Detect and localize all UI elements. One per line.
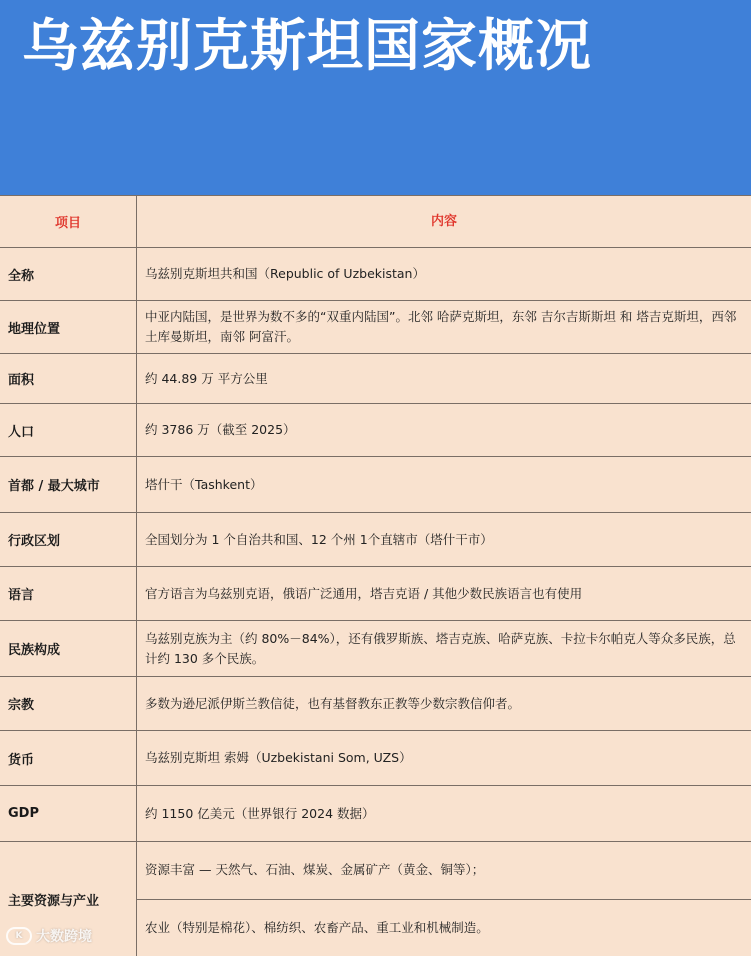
row-key: 主要资源与产业	[0, 842, 137, 956]
row-value: 乌兹别克族为主（约 80%－84%），还有俄罗斯族、塔吉克族、哈萨克族、卡拉卡尔帕克人等众多民族，总计约 130 多个民族。	[137, 621, 751, 676]
header-key: 项目	[0, 196, 137, 247]
row-value: 官方语言为乌兹别克语，俄语广泛通用，塔吉克语 / 其他少数民族语言也有使用	[137, 567, 751, 620]
row-key: 面积	[0, 354, 137, 403]
resources-value-2: 农业（特别是棉花）、棉纺织、农畜产品、重工业和机械制造。	[137, 899, 751, 956]
overview-table	[0, 195, 751, 956]
table-row	[0, 621, 751, 677]
table-row	[0, 513, 751, 567]
row-key: 首都 / 最大城市	[0, 457, 137, 512]
watermark-text: 大数跨境	[36, 926, 92, 946]
row-key: 民族构成	[0, 621, 137, 676]
watermark-logo-icon: K	[6, 927, 32, 945]
row-key: GDP	[0, 786, 137, 841]
table-row	[0, 786, 751, 842]
resources-values	[137, 842, 751, 956]
row-value: 多数为逊尼派伊斯兰教信徒，也有基督教东正教等少数宗教信仰者。	[137, 677, 751, 730]
row-value: 全国划分为 1 个自治共和国、12 个州 1个直辖市（塔什干市）	[137, 513, 751, 566]
row-value: 约 1150 亿美元（世界银行 2024 数据）	[137, 786, 751, 841]
row-key: 货币	[0, 731, 137, 785]
row-value: 中亚内陆国，是世界为数不多的“双重内陆国”。北邻 哈萨克斯坦，东邻 吉尔吉斯斯坦 和 塔吉克斯坦，西邻 土库曼斯坦，南邻 阿富汗。	[137, 301, 751, 353]
row-key: 语言	[0, 567, 137, 620]
row-value: 约 44.89 万 平方公里	[137, 354, 751, 403]
row-value: 乌兹别克斯坦 索姆（Uzbekistani Som, UZS）	[137, 731, 751, 785]
table-row	[0, 404, 751, 457]
table-row-resources	[0, 842, 751, 956]
row-value: 约 3786 万（截至 2025）	[137, 404, 751, 456]
table-row	[0, 354, 751, 404]
table-row	[0, 731, 751, 786]
row-key: 人口	[0, 404, 137, 456]
table-row	[0, 248, 751, 301]
resources-value-1: 资源丰富 — 天然气、石油、煤炭、金属矿产（黄金、铜等）；	[137, 842, 751, 899]
table-row	[0, 567, 751, 621]
header-banner	[0, 0, 751, 195]
header-value: 内容	[137, 196, 751, 247]
row-key: 宗教	[0, 677, 137, 730]
watermark	[6, 926, 92, 946]
table-header-row	[0, 196, 751, 248]
table-row	[0, 301, 751, 354]
table-row	[0, 677, 751, 731]
page-title: 乌兹别克斯坦国家概况	[22, 12, 592, 82]
row-key: 地理位置	[0, 301, 137, 353]
row-key: 行政区划	[0, 513, 137, 566]
row-value: 塔什干（Tashkent）	[137, 457, 751, 512]
row-key: 全称	[0, 248, 137, 300]
row-value: 乌兹别克斯坦共和国（Republic of Uzbekistan）	[137, 248, 751, 300]
table-row	[0, 457, 751, 513]
